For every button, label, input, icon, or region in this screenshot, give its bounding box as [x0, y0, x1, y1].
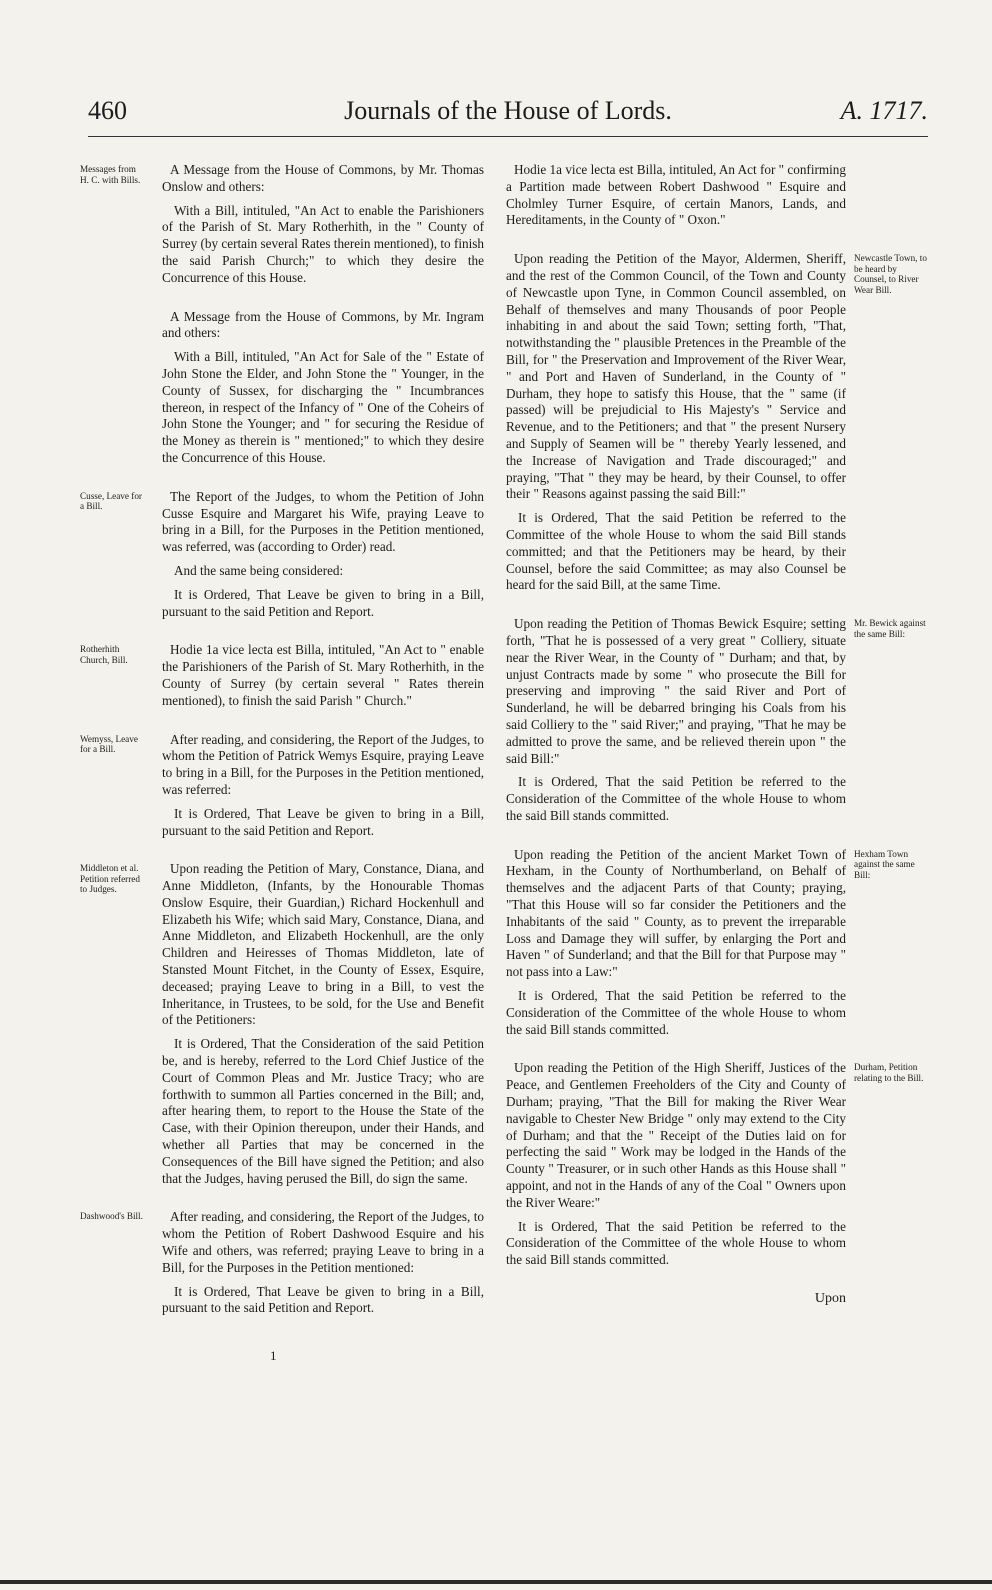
- entry-paragraph: Hodie 1a vice lecta est Billa, intituled, An Act for " confirming a Partition made between Robert Dashwood " Esquire and Cholmley Turner Esquire, of certain Manors, Lands, and Hereditaments, in the County of " Oxon.": [506, 162, 846, 228]
- entry-paragraph: It is Ordered, That the said Petition be referred to the Consideration of the Committee of the whole House to whom the said Bill stands committed.: [506, 774, 846, 823]
- entry-paragraph: It is Ordered, That the said Petition be referred to the Consideration of the Committee of the whole House to whom the said Bill stands committed.: [506, 988, 846, 1037]
- signature-mark: 1: [270, 1348, 277, 1363]
- entry-paragraph: Upon reading the Petition of the Mayor, Aldermen, Sheriff, and the rest of the Common Council, of the Town and County of Newcastle upon Tyne, in Common Council assembled, on Behalf of themselves and many Thousands of poor People inhabiting in and about the said Town; setting forth, "That, notwithstanding the " plausible Pretences in the Preamble of the Bill, for " the Preservation and Improvement of the River Wear, " and Port and Haven of Sunderland, in the County of " Durham, they hope to satisfy this House, that the " same (if passed) will be prejudicial to His Majesty's " Service and Revenue, and to the Petitioners; and that " the present Nursery and Supply of Seamen will be " thereby Yearly lessened, and the Increase of Navigation and Trade discouraged;" and praying, "That " they may be heard, by their Counsel, to offer their " Reasons against passing the said Bill:": [506, 251, 846, 502]
- margin-note: Cusse, Leave for a Bill.: [80, 490, 142, 512]
- journal-entry: [506, 162, 846, 229]
- entry-paragraph: A Message from the House of Commons, by Mr. Ingram and others:: [162, 308, 484, 341]
- margin-note: Mr. Bewick against the same Bill:: [854, 618, 926, 639]
- left-column: [80, 162, 484, 1339]
- margin-note: Messages from H. C. with Bills.: [80, 164, 141, 185]
- journal-entry: [80, 861, 484, 1187]
- header-rule: [88, 136, 928, 137]
- journal-entry: [506, 251, 927, 594]
- journal-entry: [80, 488, 484, 621]
- entry-paragraph: It is Ordered, That Leave be given to bring in a Bill, pursuant to the said Petition and Report.: [162, 586, 484, 619]
- journal-entry: [80, 731, 484, 840]
- journal-entry: [506, 616, 926, 825]
- margin-note: Middleton et al. Petition referred to Judges.: [80, 863, 140, 895]
- journal-entry: [80, 642, 484, 709]
- entry-paragraph: Upon reading the Petition of the High Sheriff, Justices of the Peace, and Gentlemen Freeholders of the City and County of Durham; praying, "That the Bill for making the River Wear navigable to Chester New Bridge " only may extend to the City of Durham; and that the " Receipt of the Duties laid on for perfecting the said " Work may be lodged in the Hands of the County " Treasurer, or in such other Hands as this House shall " appoint, and not in the Hands of any of the Coal " Owners upon the River Weare:": [506, 1060, 846, 1210]
- entry-paragraph: Upon reading the Petition of the ancient Market Town of Hexham, in the County of Northumberland, on Behalf of themselves and the adjacent Parts of that County; praying, "That this House will so far consider the Petitioners and the Inhabitants of the said " County, as to prevent the irreparable Loss and Damage they will suffer, by enlarging the Port and Haven " of Sunderland; and that the Bill for that Purpose may " not pass into a Law:": [506, 846, 846, 980]
- entry-paragraph: The Report of the Judges, to whom the Petition of John Cusse Esquire and Margaret his Wife, praying Leave to bring in a Bill, for the Purposes in the Petition mentioned, was referred, was (according to Order) read.: [162, 488, 484, 555]
- entry-paragraph: It is Ordered, That the said Petition be referred to the Committee of the whole House to whom the said Bill stands committed; and that the Petitioners may be heard, by their Counsel, before the said Committee; as may also Counsel be heard for the said Bill, at the same Time.: [506, 510, 846, 593]
- entry-paragraph: Upon reading the Petition of Thomas Bewick Esquire; setting forth, "That he is possessed of a very great " Colliery, situate near the River Wear, in the County of " Durham; and that, by unjust Contracts made by some " who prosecute the Bill for preserving and improving " the said River and Port of Sunderland, he will be debarred bringing his Coals from his said Colliery to the " said River;" and praying, "That he may be admitted to prove the same, and be relieved therein upon " the said Bill:": [506, 616, 846, 766]
- entry-paragraph: Upon reading the Petition of Mary, Constance, Diana, and Anne Middleton, (Infants, by the Honourable Thomas Onslow Esquire, their Guardian,) Richard Hockenhull and Elizabeth his Wife; which said Mary, Constance, Diana, and Anne Middleton, and Elizabeth Hockenhull, are the only Children and Heiresses of Thomas Middleton, late of Stansted Mount Fitchet, in the County of Essex, Esquire, deceased; praying Leave to bring in a Bill, to vest the Inheritance, in Trustees, to be sold, for the Use and Benefit of the Petitioners:: [162, 861, 484, 1028]
- journal-entry: [80, 1209, 484, 1317]
- catchword: Upon: [814, 1291, 846, 1307]
- entry-paragraph: It is Ordered, That Leave be given to bring in a Bill, pursuant to the said Petition and Report.: [162, 805, 484, 838]
- journal-entry: [80, 162, 484, 287]
- entry-paragraph: It is Ordered, That the said Petition be referred to the Consideration of the Committee of the whole House to whom the said Bill stands committed.: [506, 1218, 846, 1268]
- margin-note: Durham, Petition relating to the Bill.: [854, 1062, 924, 1084]
- entry-paragraph: A Message from the House of Commons, by Mr. Thomas Onslow and others:: [162, 162, 484, 194]
- entry-paragraph: After reading, and considering, the Report of the Judges, to whom the Petition of Patrick Wemys Esquire, praying Leave to bring in a Bill, for the Purposes in the Petition mentioned, was referred:: [162, 731, 484, 797]
- entry-paragraph: It is Ordered, That the Consideration of the said Petition be, and is hereby, referred to the Lord Chief Justice of the Court of Common Pleas and Mr. Justice Tracy; who are forthwith to summon all Parties concerned in the Bill; and, after hearing them, to report to the House the State of the Case, with their Opinion thereupon, under their Hands, and whether all Parties that may be concerned in the Consequences of the Bill have signed the Petition; and also that the Judges, having perused the Bill, do sign the same.: [162, 1036, 484, 1186]
- entry-paragraph: And the same being considered:: [174, 562, 344, 578]
- entry-paragraph: With a Bill, intituled, "An Act to enable the Parishioners of the Parish of St. Mary Rotherhith, in the " County of Surrey (by certain several Rates therein mentioned), to finish the said Parish Church;" to which they desire the Concurrence of this House.: [162, 202, 484, 285]
- running-title: Journals of the House of Lords.: [344, 96, 672, 125]
- right-column: [506, 162, 927, 1308]
- footer-rule: [0, 1580, 992, 1584]
- entry-paragraph: It is Ordered, That Leave be given to bring in a Bill, pursuant to the said Petition and Report.: [162, 1283, 484, 1316]
- margin-note: Wemyss, Leave for a Bill.: [80, 733, 138, 755]
- page-header: [88, 96, 928, 134]
- year: A. 1717.: [840, 96, 928, 125]
- page-number: 460: [88, 96, 127, 125]
- margin-note: Newcastle Town, to be heard by Counsel, to River Wear Bill.: [854, 253, 927, 295]
- entry-paragraph: Hodie 1a vice lecta est Billa, intituled, "An Act to " enable the Parishioners of the Parish of St. Mary Rotherhith, in the County of Surrey (by certain several " Rates therein mentioned), to finish the said Parish " Church.": [162, 642, 484, 708]
- entry-paragraph: With a Bill, intituled, "An Act for Sale of the " Estate of John Stone the Elder, and John Stone the " Younger, in the County of Sussex, for discharging the " Incumbrances thereon, in respect of the Infancy of " One of the Coheirs of John Stone the Younger; and " for securing the Residue of the Money as therein is " mentioned;" to which they desire the Concurrence of this House.: [162, 349, 484, 465]
- margin-note: Rotherhith Church, Bill.: [80, 644, 128, 665]
- margin-note: Hexham Town against the same Bill:: [854, 848, 915, 880]
- journal-entry: [506, 1060, 924, 1269]
- margin-note: Dashwood's Bill.: [80, 1211, 143, 1222]
- journal-entry: [162, 309, 484, 467]
- entry-paragraph: After reading, and considering, the Report of the Judges, to whom the Petition of Robert Dashwood Esquire and his Wife and others, was referred; praying Leave to bring in a Bill, for the Purposes in the Petition mentioned:: [162, 1209, 484, 1275]
- journal-entry: [506, 846, 915, 1039]
